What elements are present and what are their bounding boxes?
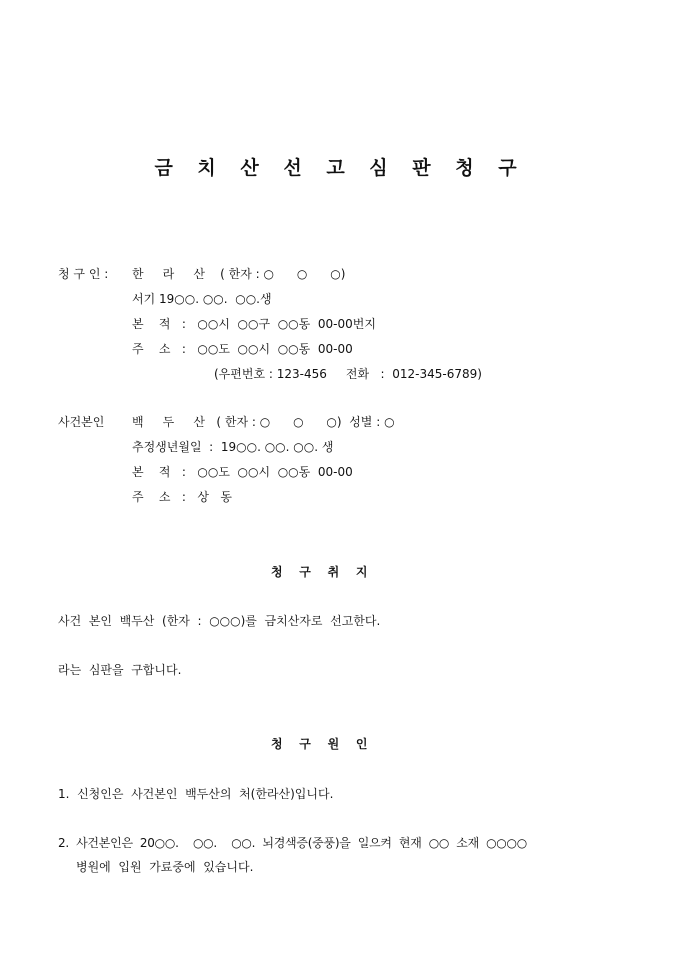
cause-item-2-line-1: 2. 사건본인은 20○○. ○○. ○○. 뇌경색증(중풍)을 일으켜 현재 ○○ 소재 ○○○○: [58, 836, 527, 850]
petitioner-contact: (우편번호 : 123-456 전화 : 012-345-6789): [214, 367, 482, 381]
subject-domicile: 본 적 : ○○도 ○○시 ○○동 00-00: [132, 465, 353, 479]
subject-birth: 추정생년월일 : 19○○. ○○. ○○. 생: [132, 440, 334, 454]
document-title: 금 치 산 선 고 심 판 청 구: [154, 157, 526, 179]
subject-label: 사건본인: [58, 415, 105, 429]
subject-name: 백 두 산 ( 한자 : ○ ○ ○) 성별 : ○: [132, 415, 395, 429]
cause-item-2-line-2: 병원에 입원 가료중에 있습니다.: [76, 860, 254, 874]
petitioner-address: 주 소 : ○○도 ○○시 ○○동 00-00: [132, 342, 353, 356]
purpose-line-1: 사건 본인 백두산 (한자 : ○○○)를 금치산자로 선고한다.: [58, 614, 381, 628]
petitioner-domicile: 본 적 : ○○시 ○○구 ○○동 00-00번지: [132, 317, 376, 331]
cause-heading: 청 구 원 인: [271, 737, 368, 751]
petitioner-label: 청 구 인 :: [58, 267, 109, 281]
purpose-heading: 청 구 취 지: [271, 565, 368, 579]
petitioner-birth: 서기 19○○. ○○. ○○.생: [132, 292, 272, 306]
subject-address: 주 소 : 상 동: [132, 490, 232, 504]
cause-item-1: 1. 신청인은 사건본인 백두산의 처(한라산)입니다.: [58, 787, 334, 801]
purpose-line-2: 라는 심판을 구합니다.: [58, 663, 182, 677]
petitioner-name: 한 라 산 ( 한자 : ○ ○ ○): [132, 267, 346, 281]
